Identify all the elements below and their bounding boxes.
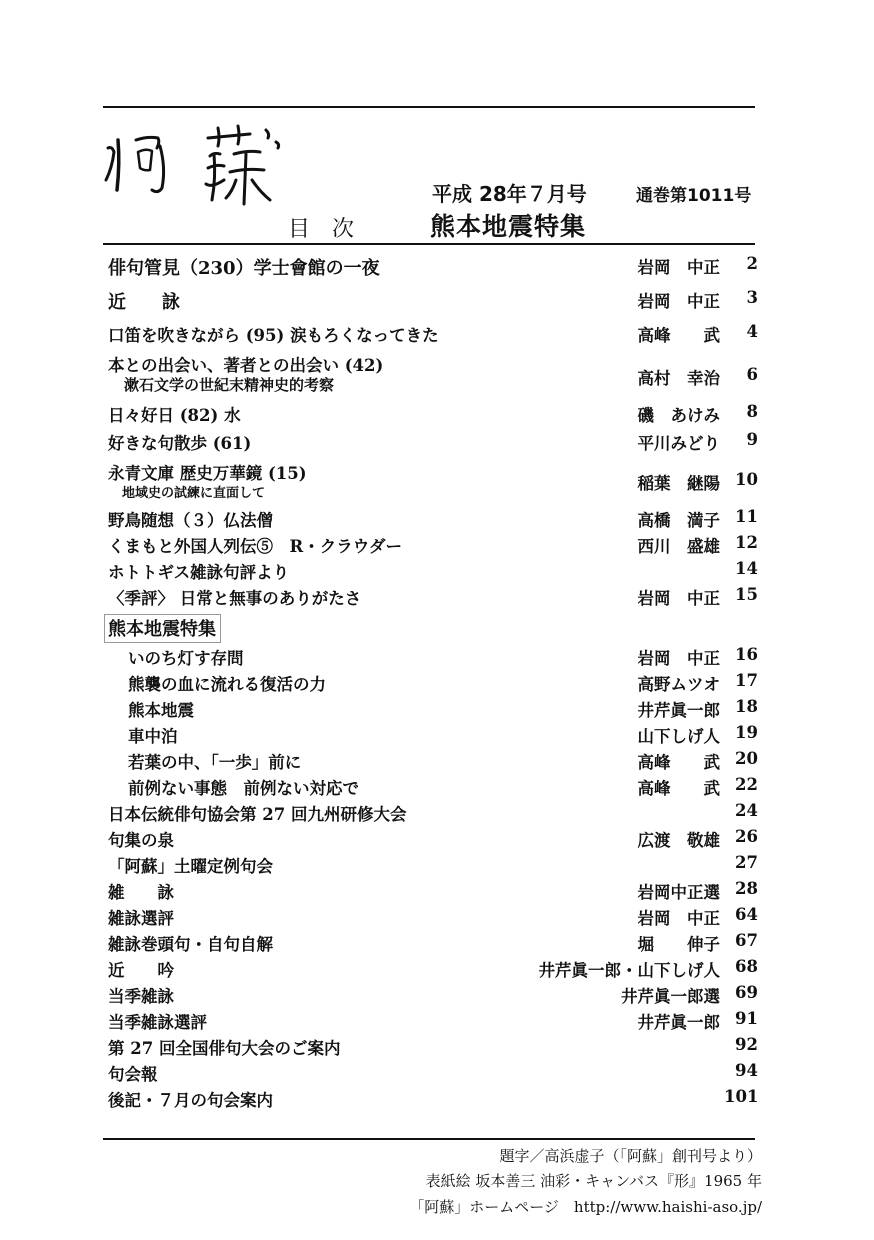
issue-date: 平成 28年７月号	[432, 182, 587, 206]
entry-title: 野鳥随想（３）仏法僧	[108, 511, 273, 530]
entry-title: 第 27 回全国俳句大会のご案内	[108, 1039, 341, 1058]
entry-title: 〈季評〉 日常と無事のありがたさ	[108, 589, 362, 608]
entry-author: 山下しげ人	[637, 727, 720, 746]
entry-author: 岩岡 中正	[637, 589, 720, 608]
entry-author: 井芹眞一郎	[637, 1013, 720, 1032]
entry-author: 高峰 武	[637, 326, 720, 345]
entry-title: 雑詠巻頭句・自句自解	[108, 935, 273, 954]
entry-page: 20	[735, 749, 758, 768]
entry-title: 雑 詠	[108, 883, 174, 902]
cover-art-credit: 表紙絵 坂本善三 油彩・キャンバス『形』1965 年	[425, 1172, 762, 1190]
entry-subtitle: 地域史の試練に直面して	[122, 486, 266, 501]
entry-title: 永青文庫 歴史万華鏡 (15)	[108, 464, 307, 483]
entry-page: 64	[735, 905, 758, 924]
entry-page: 69	[735, 983, 758, 1002]
entry-author: 井芹眞一郎・山下しげ人	[538, 961, 720, 980]
entry-author: 井芹眞一郎	[637, 701, 720, 720]
entry-author: 高橋 満子	[637, 511, 720, 530]
aso-calligraphy-logo	[100, 118, 290, 218]
entry-page: 67	[735, 931, 758, 950]
entry-page: 11	[735, 507, 758, 526]
entry-page: 18	[735, 697, 758, 716]
entry-title: 俳句管見（230）学士會館の一夜	[108, 258, 380, 279]
entry-author: 磯 あけみ	[637, 406, 720, 425]
entry-page: 68	[735, 957, 758, 976]
entry-title: くまもと外国人列伝⑤ R・クラウダー	[108, 537, 403, 556]
title-calligraphy-credit: 題字／高浜虚子（「阿蘇」創刊号より）	[499, 1147, 762, 1165]
entry-page: 8	[746, 402, 758, 421]
entry-page: 91	[735, 1009, 758, 1028]
entry-title: 当季雑詠	[108, 987, 174, 1006]
entry-author: 広渡 敬雄	[637, 831, 720, 850]
entry-page: 27	[735, 853, 758, 872]
entry-author: 岩岡 中正	[637, 909, 720, 928]
entry-author: 平川みどり	[637, 434, 720, 453]
entry-author: 岩岡中正選	[637, 883, 720, 902]
entry-title: 句会報	[108, 1065, 158, 1084]
entry-author: 井芹眞一郎選	[621, 987, 720, 1006]
entry-page: 14	[735, 559, 758, 578]
entry-title: 熊襲の血に流れる復活の力	[128, 675, 326, 694]
toc-title: 目次	[288, 217, 377, 242]
entry-page: 16	[735, 645, 758, 664]
entry-subtitle: 漱石文学の世紀末精神史的考察	[124, 376, 335, 394]
entry-title: ホトトギス雑詠句評より	[108, 563, 290, 582]
entry-page: 94	[735, 1061, 758, 1080]
entry-author: 高峰 武	[637, 753, 720, 772]
entry-title: 当季雑詠選評	[108, 1013, 207, 1032]
entry-title: 後記・７月の句会案内	[108, 1091, 273, 1110]
entry-page: 3	[746, 288, 758, 307]
entry-author: 岩岡 中正	[637, 292, 720, 311]
toc-entry[interactable]	[108, 460, 758, 502]
entry-title: 日本伝統俳句協会第 27 回九州研修大会	[108, 805, 407, 824]
entry-author: 岩岡 中正	[637, 258, 720, 277]
entry-page: 15	[735, 585, 758, 604]
entry-page: 6	[746, 365, 758, 384]
entry-page: 22	[735, 775, 758, 794]
entry-page: 12	[735, 533, 758, 552]
entry-title: 句集の泉	[108, 831, 174, 850]
entry-title: 熊本地震	[128, 701, 194, 720]
homepage-link[interactable]: 「阿蘇」ホームページ http://www.haishi-aso.jp/	[409, 1198, 762, 1216]
entry-author: 高峰 武	[637, 779, 720, 798]
entry-page: 19	[735, 723, 758, 742]
top-rule	[103, 106, 755, 108]
entry-page: 26	[735, 827, 758, 846]
entry-title: 近 吟	[108, 961, 174, 980]
entry-page: 92	[735, 1035, 758, 1054]
entry-title: いのち灯す存問	[128, 649, 244, 668]
entry-author: 岩岡 中正	[637, 649, 720, 668]
special-feature-title: 熊本地震特集	[430, 212, 587, 241]
entry-title: 前例ない事態 前例ない対応で	[128, 779, 359, 798]
entry-author: 堀 伸子	[637, 935, 720, 954]
entry-page: 2	[746, 254, 758, 273]
entry-title: 雑詠選評	[108, 909, 174, 928]
entry-page: 28	[735, 879, 758, 898]
entry-title: 好きな句散歩 (61)	[108, 434, 252, 453]
entry-page: 17	[735, 671, 758, 690]
entry-page: 10	[735, 470, 758, 489]
entry-author: 高野ムツオ	[637, 675, 720, 694]
footer-rule	[103, 1138, 755, 1140]
entry-title: 近 詠	[108, 292, 180, 313]
entry-title: 本との出会い、著者との出会い (42)	[108, 356, 384, 375]
entry-page: 101	[724, 1087, 759, 1106]
entry-title: 口笛を吹きながら (95) 涙もろくなってきた	[108, 326, 439, 345]
entry-page: 24	[735, 801, 758, 820]
entry-author: 高村 幸治	[637, 369, 720, 388]
entry-title: 「阿蘇」土曜定例句会	[108, 857, 273, 876]
entry-page: 4	[746, 322, 758, 341]
entry-page: 9	[746, 430, 758, 449]
header-rule	[103, 243, 755, 245]
toc-entry[interactable]	[108, 352, 758, 396]
entry-title: 若葉の中、「一歩」前に	[128, 753, 302, 772]
entry-author: 西川 盛雄	[637, 537, 720, 556]
entry-title: 日々好日 (82) 水	[108, 406, 241, 425]
entry-author: 稲葉 継陽	[637, 474, 720, 493]
entry-title: 車中泊	[128, 727, 178, 746]
volume-number: 通巻第1011号	[636, 186, 752, 206]
section-title: 熊本地震特集	[104, 614, 221, 643]
